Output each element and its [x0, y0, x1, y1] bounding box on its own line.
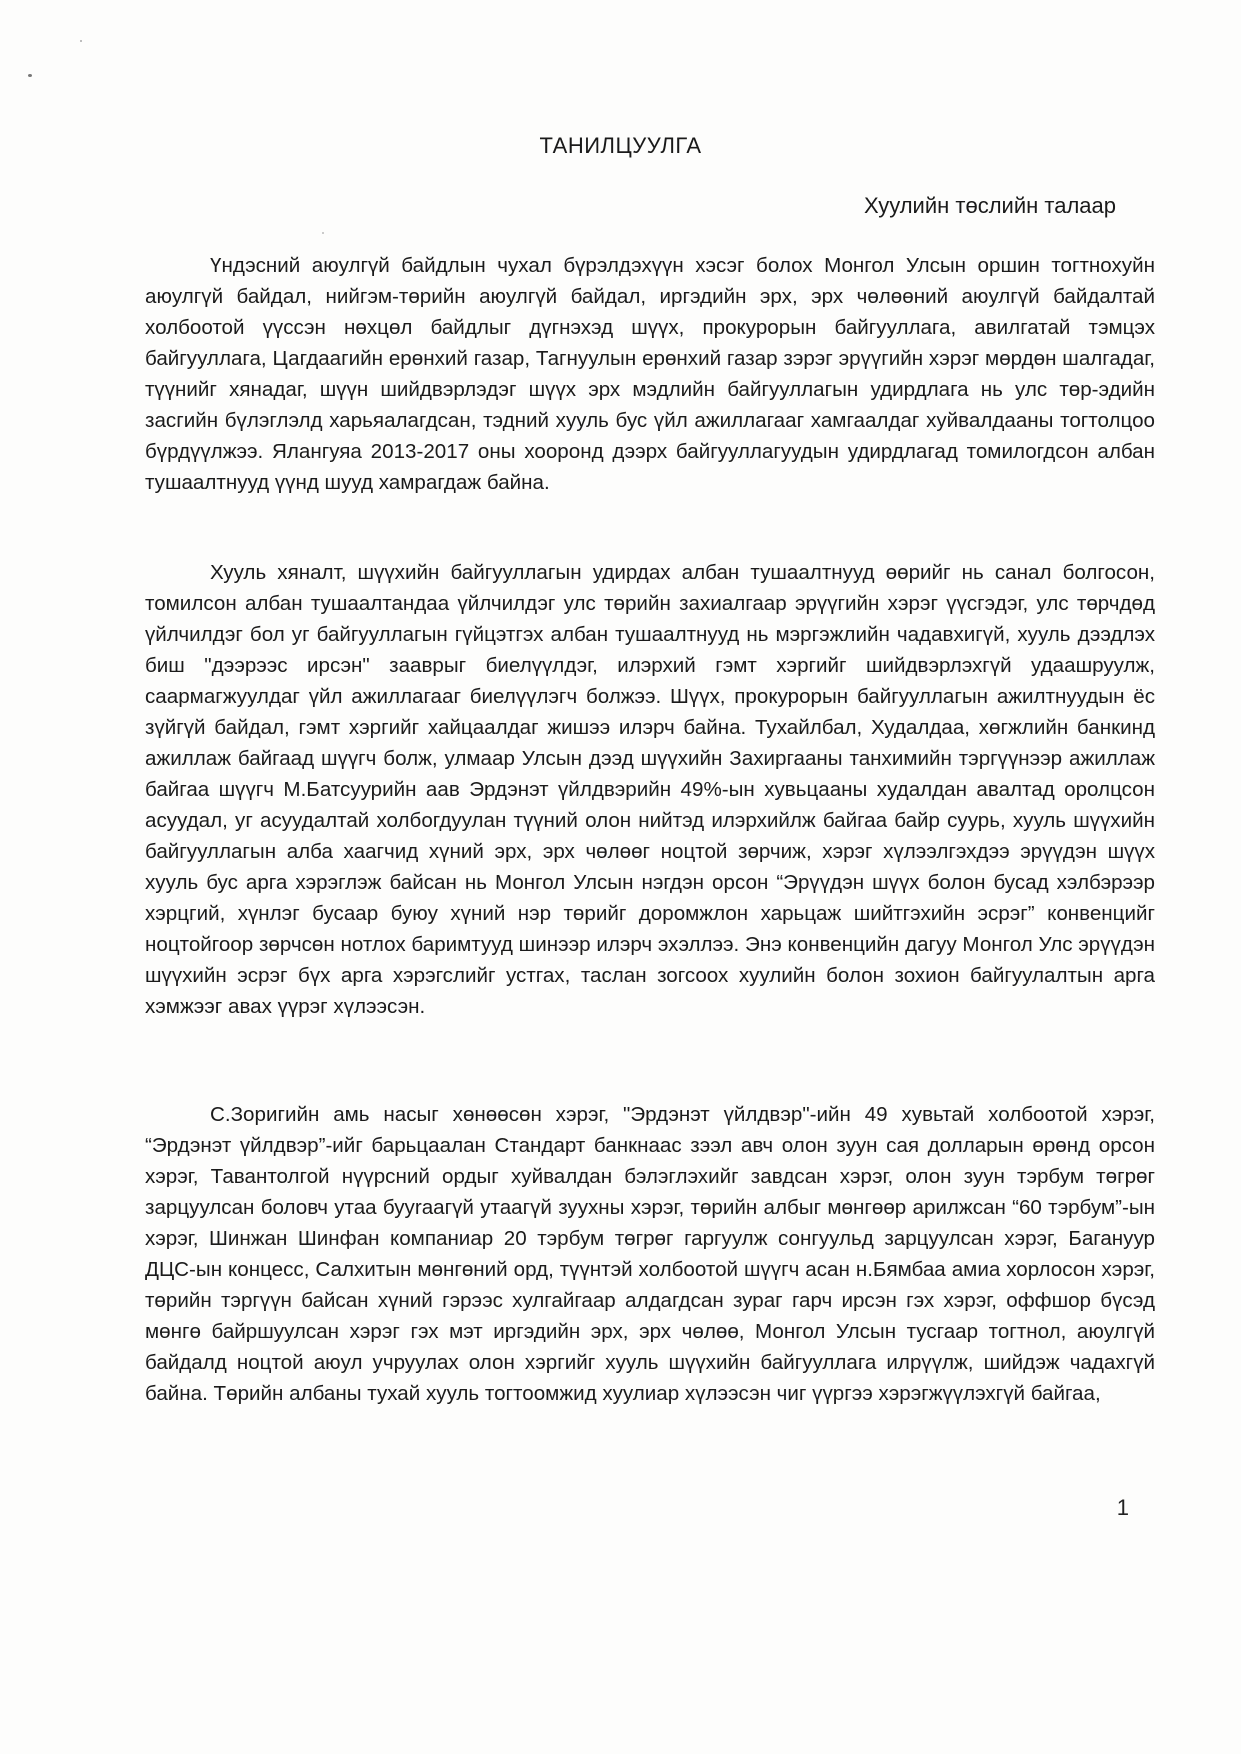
- document-subtitle: Хуулийн төслийн талаар: [864, 193, 1116, 218]
- page-number: 1: [1116, 1495, 1129, 1520]
- paragraph: Үндэсний аюулгүй байдлын чухал бүрэлдэхүүн хэсэг болох Монгол Улсын оршин тогтнохуйн аюулгүй байдал, нийгэм-төрийн аюулгүй байдал, иргэдийн эрх, эрх чөлөөний аюулгүй байдалтай холбоотой үүссэн нөхцөл байдлыг дүгнэхэд шүүх, прокурорын байгууллага, авилгатай тэмцэх байгууллага, Цагдаагийн ерөнхий газар, Тагнуулын ерөнхий газар зэрэг эрүүгийн хэрэг мөрдөн шалгадаг, түүнийг хянадаг, шүүн шийдвэрлэдэг шүүх эрх мэдлийн байгууллагын удирдлага нь улс төр-эдийн засгийн бүлэглэлд харьяалагдсан, тэдний хууль бус үйл ажиллагааг хамгаалдаг хуйвалдааны тогтолцоо бүрдүүлжээ. Ялангуяа 2013-2017 оны хооронд дээрх байгууллагуудын удирдлагад томилогдсон албан тушаалтнууд үүнд шууд хамрагдаж байна.: [145, 254, 1155, 494]
- document-title: ТАНИЛЦУУЛГА: [539, 133, 702, 158]
- scan-speck: [80, 40, 82, 42]
- paragraph: Хууль хяналт, шүүхийн байгууллагын удирдах албан тушаалтнууд өөрийг нь санал болгосон, томилсон албан тушаалтандаа үйлчилдэг улс төрийн захиалгаар эрүүгийн хэрэг үүсгэдэг, улс төрчдөд үйлчилдэг бол уг байгууллагын гүйцэтгэх албан тушаалтнууд нь мэргэжлийн чадавхигүй, хууль дээдлэх биш "дээрээс ирсэн" зааврыг биелүүлдэг, илэрхий гэмт хэргийг шийдвэрлэхгүй удаашруулж, саармагжуулдаг үйл ажиллагааг биелүүлэгч болжээ. Шүүх, прокурорын байгууллагын ажилтнуудын ёс зүйгүй байдал, гэмт хэргийг хайцаалдаг жишээ илэрч байна. Тухайлбал, Худалдаа, хөгжлийн банкинд ажиллаж байгаад шүүгч болж, улмаар Улсын дээд шүүхийн Захиргааны танхимийн тэргүүнээр ажиллаж байгаа шүүгч М.Батсуурийн аав Эрдэнэт үйлдвэрийн 49%-ын хувьцааны худалдан авалтад оролцсон асуудал, уг асуудалтай холбогдуулан түүний олон нийтэд илэрхийлж байгаа байр суурь, хууль шүүхийн байгууллагын алба хаагчид хүний эрх, эрх чөлөөг ноцтой зөрчиж, хэрэг хүлээлгэхдээ эрүүдэн шүүх хууль бус арга хэрэглэж байсан нь Монгол Улсын нэгдэн орсон “Эрүүдэн шүүх болон бусад хэлбэрээр хэрцгий, хүнлэг бусаар буюу хүний нэр төрийг доромжлон харьцаж шийтгэхийн эсрэг” конвенцийг ноцтойгоор зөрчсөн нотлох баримтууд шинээр илэрч эхэллээ. Энэ конвенцийн дагуу Монгол Улс эрүүдэн шүүхийн эсрэг бүх арга хэрэгслийг устгах, таслан зогсоох хуулийн болон зохион байгуулалтын арга хэмжээг авах үүрэг хүлээсэн.: [145, 561, 1155, 1018]
- paragraph: С.Зоригийн амь насыг хөнөөсөн хэрэг, "Эрдэнэт үйлдвэр"-ийн 49 хувьтай холбоотой хэрэг, “Эрдэнэт үйлдвэр”-ийг барьцаалан Стандарт банкнаас зээл авч олон зуун сая долларын өрөнд орсон хэрэг, Тавантолгой нүүрсний ордыг хуйвалдан бэлэглэхийг завдсан хэрэг, олон зуун тэрбум төгрөг зарцуулсан боловч утаа бууraaгүй утаагүй зуухны хэрэг, төрийн албыг мөнгөөр арилжсан “60 тэрбум”-ын хэрэг, Шинжан Шинфан компаниар 20 тэрбум төгрөг гаргуулж сонгуульд зарцуулсан хэрэг, Багануур ДЦС-ын концесс, Салхитын мөнгөний орд, түүнтэй холбоотой шүүгч асан н.Бямбаа амиа хорлосон хэрэг, төрийн тэргүүн байсан хүний гэрээс хулгайгаар алдагдсан зураг гарч ирсэн гэх хэрэг, оффшор бүсэд мөнгө байршуулсан хэрэг гэх мэт иргэдийн эрх, эрх чөлөө, Монгол Улсын тусгаар тогтнол, аюулгүй байдалд ноцтой аюул учруулах олон хэргийг хууль шүүхийн байгууллага илрүүлж, шийдэж чадахгүй байна. Төрийн албаны тухай хууль тогтоомжид хуулиар хүлээсэн чиг үүргээ хэрэгжүүлэхгүй байгаа,: [145, 1103, 1155, 1405]
- scan-speck: [28, 74, 32, 77]
- scan-speck: [322, 232, 324, 234]
